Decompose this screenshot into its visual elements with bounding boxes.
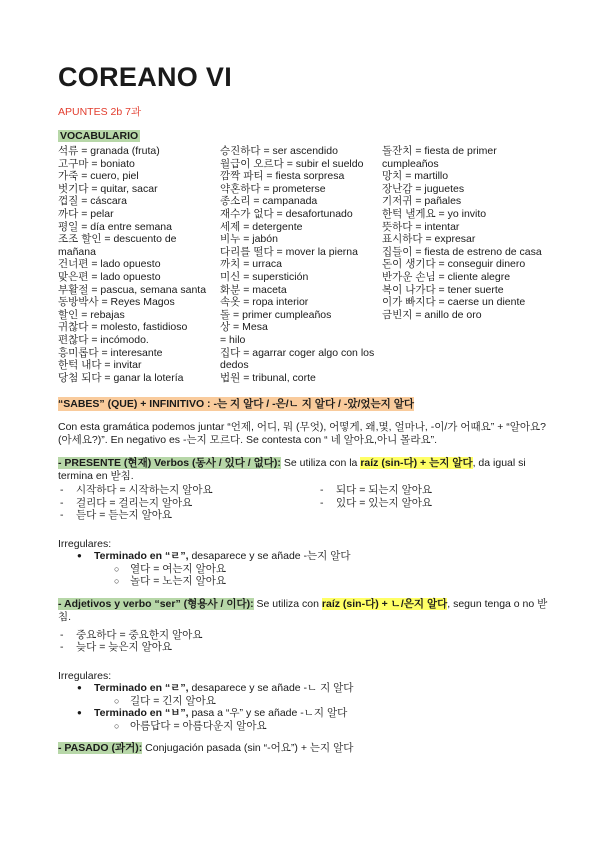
adjectives-rule-1-bold: Terminado en “ㄹ”,: [94, 682, 189, 695]
grammar-intro: Con esta gramática podemos juntar “언제, 어디, 뭐 (무엇), 어떻게, 왜,몇, 얼마나, -이/가 어때요” + “알아요? (아세요?)”. En negativo es -는지 모르다. Se contesta con “ 네 알아요,아니 몰라요”.: [58, 421, 547, 447]
vocab-entry: 약혼하다 = prometerse: [220, 182, 326, 195]
present-examples-right: [318, 484, 558, 522]
adjectives-rule-2: [58, 707, 558, 720]
present-rule-bold: Terminado en “ㄹ”,: [94, 550, 189, 563]
vocab-heading: VOCABULARIO: [60, 130, 139, 142]
present-examples-left: [58, 484, 318, 522]
document-page: [58, 60, 558, 755]
rule-example: ○ 놀다 = 노는지 알아요: [58, 575, 558, 588]
vocab-entry: 까치 = urraca: [220, 258, 283, 271]
vocab-entry: 기저귀 = pañales: [382, 195, 462, 208]
vocab-entry: 승진하다 = ser ascendido: [220, 145, 338, 157]
vocab-entry: 석류 = granada (fruta): [58, 145, 160, 157]
example-item: - 시작하다 = 시작하는지 알아요: [58, 484, 318, 497]
vocab-entry: 돈이 생기다 = conseguir dinero: [382, 258, 526, 271]
vocab-entry: 평일 = día entre semana: [58, 220, 172, 233]
vocab-entry: 맞은편 = lado opuesto: [58, 270, 161, 283]
adjectives-heading-mid: Se utiliza con: [253, 597, 322, 610]
vocab-entry: 조조 할인 = descuento de mañana: [58, 233, 177, 258]
vocab-entry: = hilo: [220, 333, 246, 346]
adjectives-heading-label: - Adjetivos y verbo “ser” (형용사 / 이다):: [58, 597, 254, 610]
present-rule-rest: desaparece y se añade -는지 알다: [188, 550, 351, 563]
example-item: - 듣다 = 듣는지 알아요: [58, 509, 318, 522]
present-heading-rule: raíz (sin-다) + 는지 알다: [360, 457, 473, 470]
present-rule-examples: [58, 563, 558, 588]
page-title: COREANO VI: [58, 62, 233, 92]
example-item: - 있다 = 있는지 알아요: [318, 497, 558, 510]
vocab-entry: 표시하다 = expresar: [382, 233, 476, 246]
vocab-entry: 고구마 = boniato: [58, 157, 135, 170]
vocab-entry: 집다 = agarrar coger algo con los dedos: [220, 346, 375, 372]
rule-example: ○ 아름답다 = 아름다운지 알아요: [58, 720, 558, 733]
example-item: - 걸리다 = 걸리는지 알아요: [58, 497, 318, 510]
adjectives-rule-1-rest: desaparece y se añade -ㄴ 지 알다: [188, 682, 354, 695]
vocab-entry: 벗기다 = quitar, sacar: [58, 182, 158, 195]
vocab-entry: 이가 빠지다 = caerse un diente: [382, 296, 526, 309]
present-heading: [58, 457, 558, 483]
vocab-entry: 화분 = maceta: [220, 283, 287, 296]
vocab-entry: 뜻하다 = intentar: [382, 220, 460, 233]
present-irregulars-label: Irregulares:: [58, 537, 112, 550]
vocab-entry: 돌 = primer cumpleaños: [220, 308, 332, 321]
rule-example: ○ 길다 = 긴지 알아요: [58, 695, 558, 708]
vocab-entry: 월급이 오르다 = subir el sueldo: [220, 157, 364, 170]
vocab-entry: 귀찮다 = molesto, fastidioso: [58, 321, 188, 334]
grammar-heading: “SABES” (QUE) + INFINITIVO : -는 지 알다 / -은/ㄴ 지 알다 / -았/었는지 알다: [58, 398, 415, 411]
grammar-heading-row: [58, 394, 558, 412]
vocab-entry: 동방박사 = Reyes Magos: [58, 296, 175, 309]
adjectives-heading-end: , segun tenga o no 받침.: [58, 597, 548, 623]
vocab-entry: 상 = Mesa: [220, 321, 268, 334]
adjectives-heading: [58, 598, 558, 624]
rule-example: ○ 열다 = 여는지 알아요: [58, 563, 558, 576]
vocab-entry: 돌잔치 = fiesta de primer cumpleaños: [382, 145, 497, 170]
vocab-entry: 껍질 = cáscara: [58, 195, 128, 208]
vocab-entry: 속옷 = ropa interior: [220, 296, 309, 309]
past-heading-rest: Conjugación pasada (sin “-어요”) + 는지 알다: [142, 742, 354, 755]
vocab-entry: 할인 = rebajas: [58, 308, 125, 321]
adjectives-examples: [58, 629, 558, 654]
present-examples: [58, 484, 558, 522]
vocab-entry: 가죽 = cuero, piel: [58, 170, 139, 183]
adjectives-rule-1: [58, 682, 558, 695]
past-heading: [58, 742, 558, 755]
subtitle: APUNTES 2b 7과: [58, 106, 142, 118]
vocab-entry: 당첨 되다 = ganar la lotería: [58, 371, 184, 384]
vocab-columns: [58, 145, 558, 384]
vocab-entry: 장난감 = juguetes: [382, 182, 465, 195]
vocab-entry: 세제 = detergente: [220, 220, 303, 233]
example-item: - 되다 = 되는지 알아요: [318, 484, 558, 497]
vocab-column-1: [58, 145, 220, 384]
vocab-entry: 재수가 없다 = desafortunado: [220, 207, 353, 220]
vocab-entry: 한턱 낼게요 = yo invito: [382, 207, 487, 220]
vocab-entry: 흥미롭다 = interesante: [58, 346, 163, 359]
vocab-entry: 편찮다 = incómodo.: [58, 333, 149, 346]
vocab-entry: 종소리 = campanada: [220, 195, 318, 208]
vocab-entry: 건너편 = lado opuesto: [58, 258, 161, 271]
present-heading-mid: Se utiliza con la: [280, 457, 361, 470]
present-heading-label: - PRESENTE (현재) Verbos (동사 / 있다 / 없다):: [58, 457, 281, 470]
adjectives-irregulars-label: Irregulares:: [58, 669, 112, 682]
vocab-entry: 금빈지 = anillo de oro: [382, 308, 482, 321]
adjectives-rule-2-rest: pasa a “우” y se añade -ㄴ지 알다: [188, 707, 348, 720]
past-heading-label: - PASADO (과거):: [58, 742, 143, 755]
present-irregular-rule: [58, 550, 558, 563]
vocab-entry: 다리를 떨다 = mover la pierna: [220, 245, 358, 258]
vocab-entry: 집들이 = fiesta de estreno de casa: [382, 245, 542, 258]
vocab-entry: 부활절 = pascua, semana santa: [58, 283, 207, 296]
vocab-entry: 비누 = jabón: [220, 233, 278, 246]
example-item: - 늦다 = 늦은지 알아요: [58, 641, 558, 654]
adjectives-heading-rule: raíz (sin-다) + ㄴ/은지 알다: [321, 597, 448, 610]
example-item: - 중요하다 = 중요한지 알아요: [58, 629, 558, 642]
adjectives-rule-1-examples: [58, 695, 558, 708]
vocab-column-2: [220, 145, 382, 384]
vocab-entry: 법원 = tribunal, corte: [220, 371, 316, 384]
vocab-entry: 까다 = pelar: [58, 207, 114, 220]
vocab-entry: 깜짝 파티 = fiesta sorpresa: [220, 170, 345, 183]
present-heading-end: , da igual si termina en 받침.: [58, 457, 526, 483]
adjectives-rule-2-bold: Terminado en “ㅂ”,: [94, 707, 189, 720]
adjectives-rule-2-examples: [58, 720, 558, 733]
vocab-entry: 복이 나가다 = tener suerte: [382, 283, 504, 296]
vocab-entry: 한턱 내다 = invitar: [58, 359, 142, 372]
vocab-column-3: [382, 145, 558, 384]
vocab-entry: 미신 = superstición: [220, 270, 309, 283]
vocab-entry: 반가운 손님 = cliente alegre: [382, 270, 511, 283]
vocab-entry: 망치 = martillo: [382, 170, 449, 183]
